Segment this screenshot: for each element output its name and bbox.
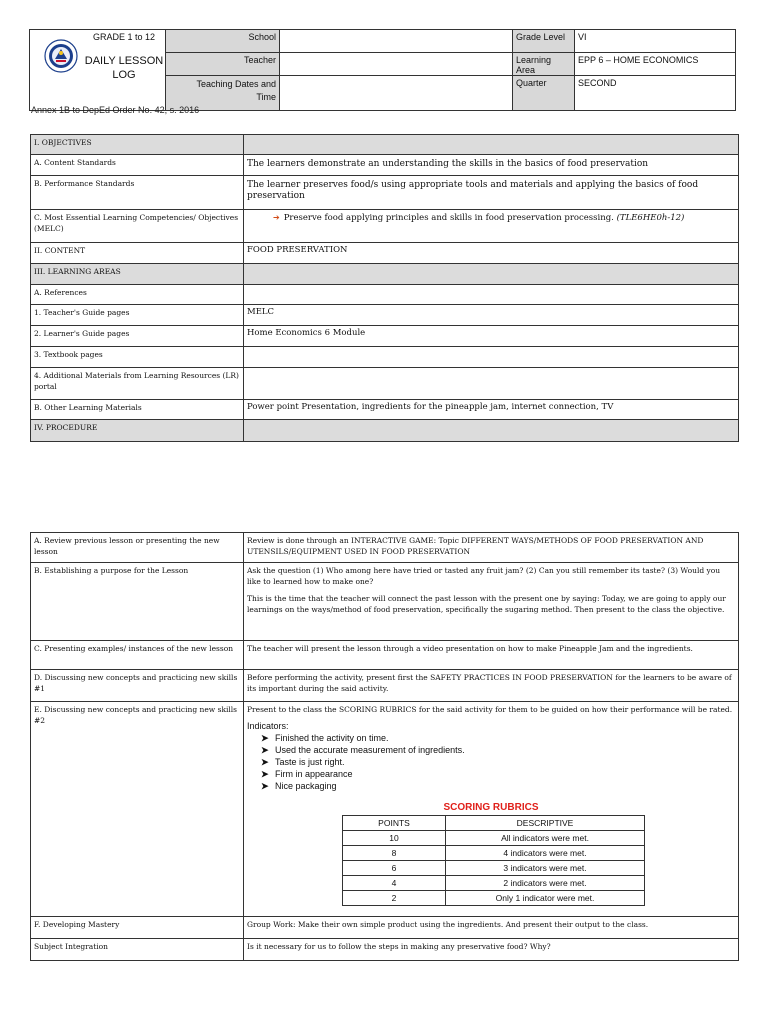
rubric-header-points: POINTS xyxy=(343,816,446,831)
row-label: 2. Learner's Guide pages xyxy=(31,326,244,347)
row-label: C. Presenting examples/ instances of the new lesson xyxy=(31,641,244,670)
table-row xyxy=(343,846,645,861)
table-row xyxy=(31,326,739,347)
rubric-points: 6 xyxy=(343,861,446,876)
table-row xyxy=(31,135,739,155)
grade-range-label: GRADE 1 to 12 xyxy=(92,32,156,42)
row-label: D. Discussing new concepts and practicing new skills #1 xyxy=(31,670,244,702)
row-label: A. References xyxy=(31,285,244,305)
rubric-descriptive: 4 indicators were met. xyxy=(446,846,645,861)
deped-seal-logo xyxy=(44,39,78,73)
row-value xyxy=(244,420,739,442)
table-row xyxy=(31,641,739,670)
table-row xyxy=(31,210,739,243)
table-row xyxy=(31,176,739,210)
row-label: A. Review previous lesson or presenting the new lesson xyxy=(31,533,244,563)
quarter-label: Quarter xyxy=(513,76,575,111)
row-label: 4. Additional Materials from Learning Resources (LR) portal xyxy=(31,368,244,400)
table-row xyxy=(343,891,645,906)
indicator-text: Used the accurate measurement of ingredients. xyxy=(275,745,465,755)
table-row xyxy=(31,264,739,285)
table-row xyxy=(31,702,739,917)
table-row xyxy=(343,876,645,891)
school-label: School xyxy=(166,30,280,53)
row-value xyxy=(244,347,739,368)
row-value xyxy=(244,285,739,305)
table-row xyxy=(31,243,739,264)
row-value xyxy=(244,210,739,243)
grade-level-value[interactable]: VI xyxy=(575,30,736,53)
table-row xyxy=(31,563,739,641)
rubric-points: 4 xyxy=(343,876,446,891)
rubric-descriptive: Only 1 indicator were met. xyxy=(446,891,645,906)
row-value: The learners demonstrate an understanding the skills in the basics of food preservation xyxy=(244,155,739,176)
arrow-bullet-icon: ➔ xyxy=(273,213,280,222)
row-value: MELC xyxy=(244,305,739,326)
table-row xyxy=(31,533,739,563)
row-value: Power point Presentation, ingredients for the pineapple jam, internet connection, TV xyxy=(244,400,739,420)
row-value xyxy=(244,702,739,917)
annex-reference: Annex 1B to DepEd Order No. 42, s. 2016 xyxy=(31,105,200,115)
list-item xyxy=(261,780,735,792)
indicator-text: Firm in appearance xyxy=(275,769,353,779)
melc-code: (TLE6HE0h-12) xyxy=(616,213,685,223)
row-label: F. Developing Mastery xyxy=(31,917,244,939)
row-value xyxy=(244,368,739,400)
teaching-dates-value[interactable] xyxy=(280,76,513,111)
row-label: C. Most Essential Learning Competencies/ Objectives (MELC) xyxy=(31,210,244,243)
row-value: Home Economics 6 Module xyxy=(244,326,739,347)
learning-area-label: Learning Area xyxy=(513,53,575,76)
indicators-list xyxy=(247,732,735,792)
table-row xyxy=(343,816,645,831)
table-row xyxy=(31,670,739,702)
row-label: 1. Teacher's Guide pages xyxy=(31,305,244,326)
row-label: B. Other Learning Materials xyxy=(31,400,244,420)
table-row xyxy=(343,831,645,846)
table-row xyxy=(31,155,739,176)
row-value: Before performing the activity, present first the SAFETY PRACTICES IN FOOD PRESERVATION for the learners to be aware of its important during the said activity. xyxy=(244,670,739,702)
row-value: The teacher will present the lesson through a video presentation on how to make Pineapple Jam and the ingredients. xyxy=(244,641,739,670)
arrow-bullet-icon: ➤ xyxy=(261,745,269,755)
rubric-descriptive: All indicators were met. xyxy=(446,831,645,846)
table-row xyxy=(343,861,645,876)
list-item xyxy=(261,768,735,780)
list-item xyxy=(261,744,735,756)
rubric-points: 10 xyxy=(343,831,446,846)
rubric-descriptive: 3 indicators were met. xyxy=(446,861,645,876)
teacher-label: Teacher xyxy=(166,53,280,76)
arrow-bullet-icon: ➤ xyxy=(261,757,269,767)
row-value xyxy=(244,135,739,155)
table-row xyxy=(31,917,739,939)
header-table xyxy=(29,29,736,111)
dll-title: DAILY LESSON LOG xyxy=(84,55,164,81)
rubrics-intro: Present to the class the SCORING RUBRICS for the said activity for them to be guided on how their performance will be rated. xyxy=(247,705,733,714)
row-value: The learner preserves food/s using appropriate tools and materials and applying the basics of food preservation xyxy=(244,176,739,210)
row-label: IV. PROCEDURE xyxy=(31,420,244,442)
row-value: FOOD PRESERVATION xyxy=(244,243,739,264)
table-row xyxy=(31,368,739,400)
indicator-text: Nice packaging xyxy=(275,781,337,791)
table-row xyxy=(31,305,739,326)
arrow-bullet-icon: ➤ xyxy=(261,781,269,791)
teaching-dates-label: Teaching Dates and Time xyxy=(166,76,280,111)
row-label: II. CONTENT xyxy=(31,243,244,264)
purpose-connection: This is the time that the teacher will connect the past lesson with the present one by saying: Today, we are going to apply our learnings on the ways/method of food preservation, specifically the sugaring method. Then present to the class the objective. xyxy=(247,594,726,614)
rubric-points: 8 xyxy=(343,846,446,861)
row-label: A. Content Standards xyxy=(31,155,244,176)
indicators-label: Indicators: xyxy=(247,721,289,731)
purpose-question: Ask the question (1) Who among here have tried or tasted any fruit jam? (2) Can you still remember its taste? (3) Would you like to learned how to make one? xyxy=(247,566,721,586)
melc-text: Preserve food applying principles and skills in food preservation processing. xyxy=(283,213,614,223)
table-row xyxy=(31,939,739,961)
row-label: 3. Textbook pages xyxy=(31,347,244,368)
row-value: Review is done through an INTERACTIVE GAME: Topic DIFFERENT WAYS/METHODS OF FOOD PRESERVATION AND UTENSILS/EQUIPMENT USED IN FOOD PRESERVATION xyxy=(244,533,739,563)
scoring-rubrics-table xyxy=(342,815,645,906)
row-value: Is it necessary for us to follow the steps in making any preservative food? Why? xyxy=(244,939,739,961)
rubric-descriptive: 2 indicators were met. xyxy=(446,876,645,891)
list-item xyxy=(261,756,735,768)
row-value xyxy=(244,563,739,641)
quarter-value[interactable]: SECOND xyxy=(575,76,736,111)
procedure-table xyxy=(30,532,739,961)
rubric-header-descriptive: DESCRIPTIVE xyxy=(446,816,645,831)
table-row xyxy=(31,285,739,305)
row-value xyxy=(244,264,739,285)
objectives-table xyxy=(30,134,739,442)
arrow-bullet-icon: ➤ xyxy=(261,769,269,779)
table-row xyxy=(31,400,739,420)
list-item xyxy=(261,732,735,744)
teacher-value[interactable] xyxy=(280,53,513,76)
grade-level-label: Grade Level xyxy=(513,30,575,53)
row-label: I. OBJECTIVES xyxy=(31,135,244,155)
rubric-points: 2 xyxy=(343,891,446,906)
indicator-text: Finished the activity on time. xyxy=(275,733,389,743)
row-value: Group Work: Make their own simple product using the ingredients. And present their output to the class. xyxy=(244,917,739,939)
row-label: E. Discussing new concepts and practicing new skills #2 xyxy=(31,702,244,917)
learning-area-value[interactable]: EPP 6 – HOME ECONOMICS xyxy=(575,53,736,76)
row-label: B. Performance Standards xyxy=(31,176,244,210)
indicator-text: Taste is just right. xyxy=(275,757,345,767)
table-row xyxy=(31,347,739,368)
school-value[interactable] xyxy=(280,30,513,53)
table-row xyxy=(31,420,739,442)
row-label: III. LEARNING AREAS xyxy=(31,264,244,285)
arrow-bullet-icon: ➤ xyxy=(261,733,269,743)
header-logo-cell xyxy=(30,30,166,111)
scoring-rubrics-title: SCORING RUBRICS xyxy=(443,802,539,813)
row-label: B. Establishing a purpose for the Lesson xyxy=(31,563,244,641)
row-label: Subject Integration xyxy=(31,939,244,961)
